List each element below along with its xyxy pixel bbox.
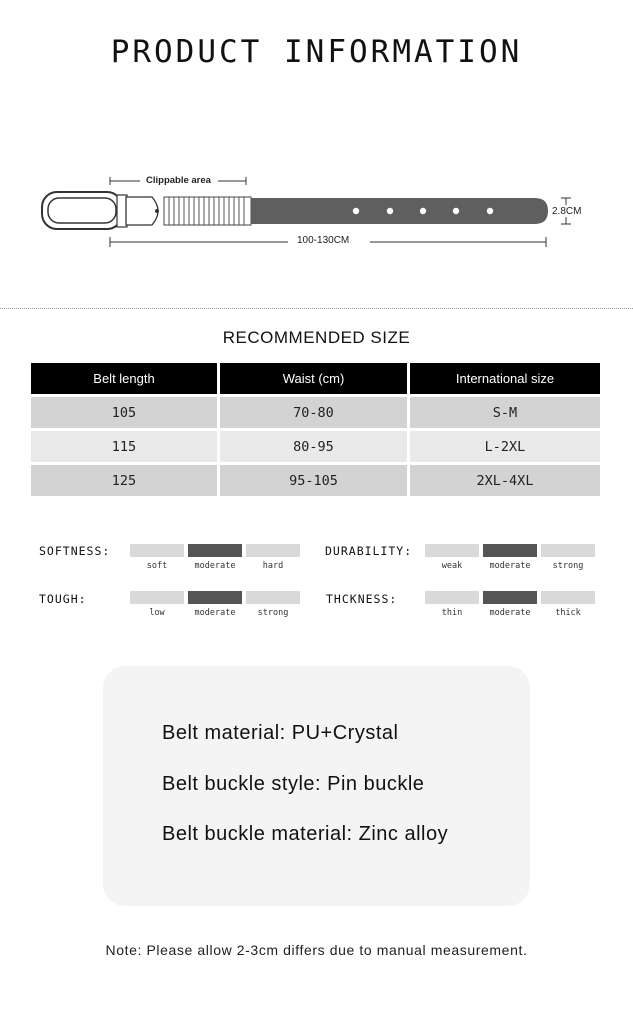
buckle-style-text: Belt buckle style: Pin buckle xyxy=(162,773,425,795)
softness-label: SOFTNESS: xyxy=(39,544,111,558)
length-label: 100-130CM xyxy=(297,235,350,246)
softness-scale xyxy=(130,544,300,557)
belt-material-text: Belt material: PU+Crystal xyxy=(162,722,399,744)
scale-segment xyxy=(130,544,184,557)
belt-hole xyxy=(387,208,393,214)
scale-option: thick xyxy=(555,608,581,618)
recommended-size-title: RECOMMENDED SIZE xyxy=(222,328,411,347)
scale-option: moderate xyxy=(489,608,531,618)
scale-segment xyxy=(483,544,537,557)
buckle-material-text: Belt buckle material: Zinc alloy xyxy=(162,823,449,845)
width-label: 2.8CM xyxy=(552,206,582,217)
scale-segment xyxy=(541,544,595,557)
scale-option: moderate xyxy=(194,608,236,618)
measurement-note: Note: Please allow 2-3cm differs due to manual measurement. xyxy=(105,942,528,958)
table-row xyxy=(31,431,603,462)
belt-hole xyxy=(353,208,359,214)
scale-segment xyxy=(246,591,300,604)
clippable-area-ribs xyxy=(164,197,251,225)
belt-strap xyxy=(251,198,548,224)
table-cell: L-2XL xyxy=(410,431,600,462)
durability-scale xyxy=(425,544,595,557)
durability-label: DURABILITY: xyxy=(325,544,413,558)
size-table xyxy=(31,363,603,499)
tough-scale-labels xyxy=(130,608,300,618)
dotted-divider xyxy=(0,308,633,309)
scale-segment xyxy=(130,591,184,604)
softness-scale-labels xyxy=(130,561,300,571)
clippable-area-label: Clippable area xyxy=(146,175,211,186)
thickness-label: THCKNESS: xyxy=(326,592,398,606)
belt-hole xyxy=(487,208,493,214)
durability-scale-labels xyxy=(425,561,595,571)
scale-segment xyxy=(541,591,595,604)
scale-option: thin xyxy=(441,608,463,618)
scale-option: hard xyxy=(262,561,284,571)
scale-option: strong xyxy=(257,608,289,618)
scale-option: soft xyxy=(146,561,168,571)
scale-option: strong xyxy=(552,561,584,571)
page-title: PRODUCT INFORMATION xyxy=(110,34,523,70)
table-cell: S-M xyxy=(410,397,600,428)
header-international-size: International size xyxy=(410,363,600,394)
belt-hole xyxy=(453,208,459,214)
scale-option: low xyxy=(149,608,165,618)
table-cell: 70-80 xyxy=(220,397,407,428)
scale-segment xyxy=(483,591,537,604)
scale-option: moderate xyxy=(489,561,531,571)
tough-label: TOUGH: xyxy=(39,592,87,606)
scale-option: moderate xyxy=(194,561,236,571)
scale-segment xyxy=(425,591,479,604)
header-belt-length: Belt length xyxy=(31,363,217,394)
thickness-scale-labels xyxy=(425,608,595,618)
table-row xyxy=(31,397,603,428)
belt-end-tab xyxy=(126,197,158,225)
tough-scale xyxy=(130,591,300,604)
table-cell: 105 xyxy=(31,397,217,428)
scale-segment xyxy=(246,544,300,557)
scale-segment xyxy=(188,544,242,557)
scale-segment xyxy=(425,544,479,557)
table-cell: 95-105 xyxy=(220,465,407,496)
table-cell: 115 xyxy=(31,431,217,462)
header-waist: Waist (cm) xyxy=(220,363,407,394)
table-cell: 125 xyxy=(31,465,217,496)
thickness-scale xyxy=(425,591,595,604)
table-cell: 2XL-4XL xyxy=(410,465,600,496)
scale-segment xyxy=(188,591,242,604)
table-cell: 80-95 xyxy=(220,431,407,462)
table-header-row xyxy=(31,363,603,394)
scale-option: weak xyxy=(441,561,463,571)
table-row xyxy=(31,465,603,496)
belt-hole xyxy=(420,208,426,214)
